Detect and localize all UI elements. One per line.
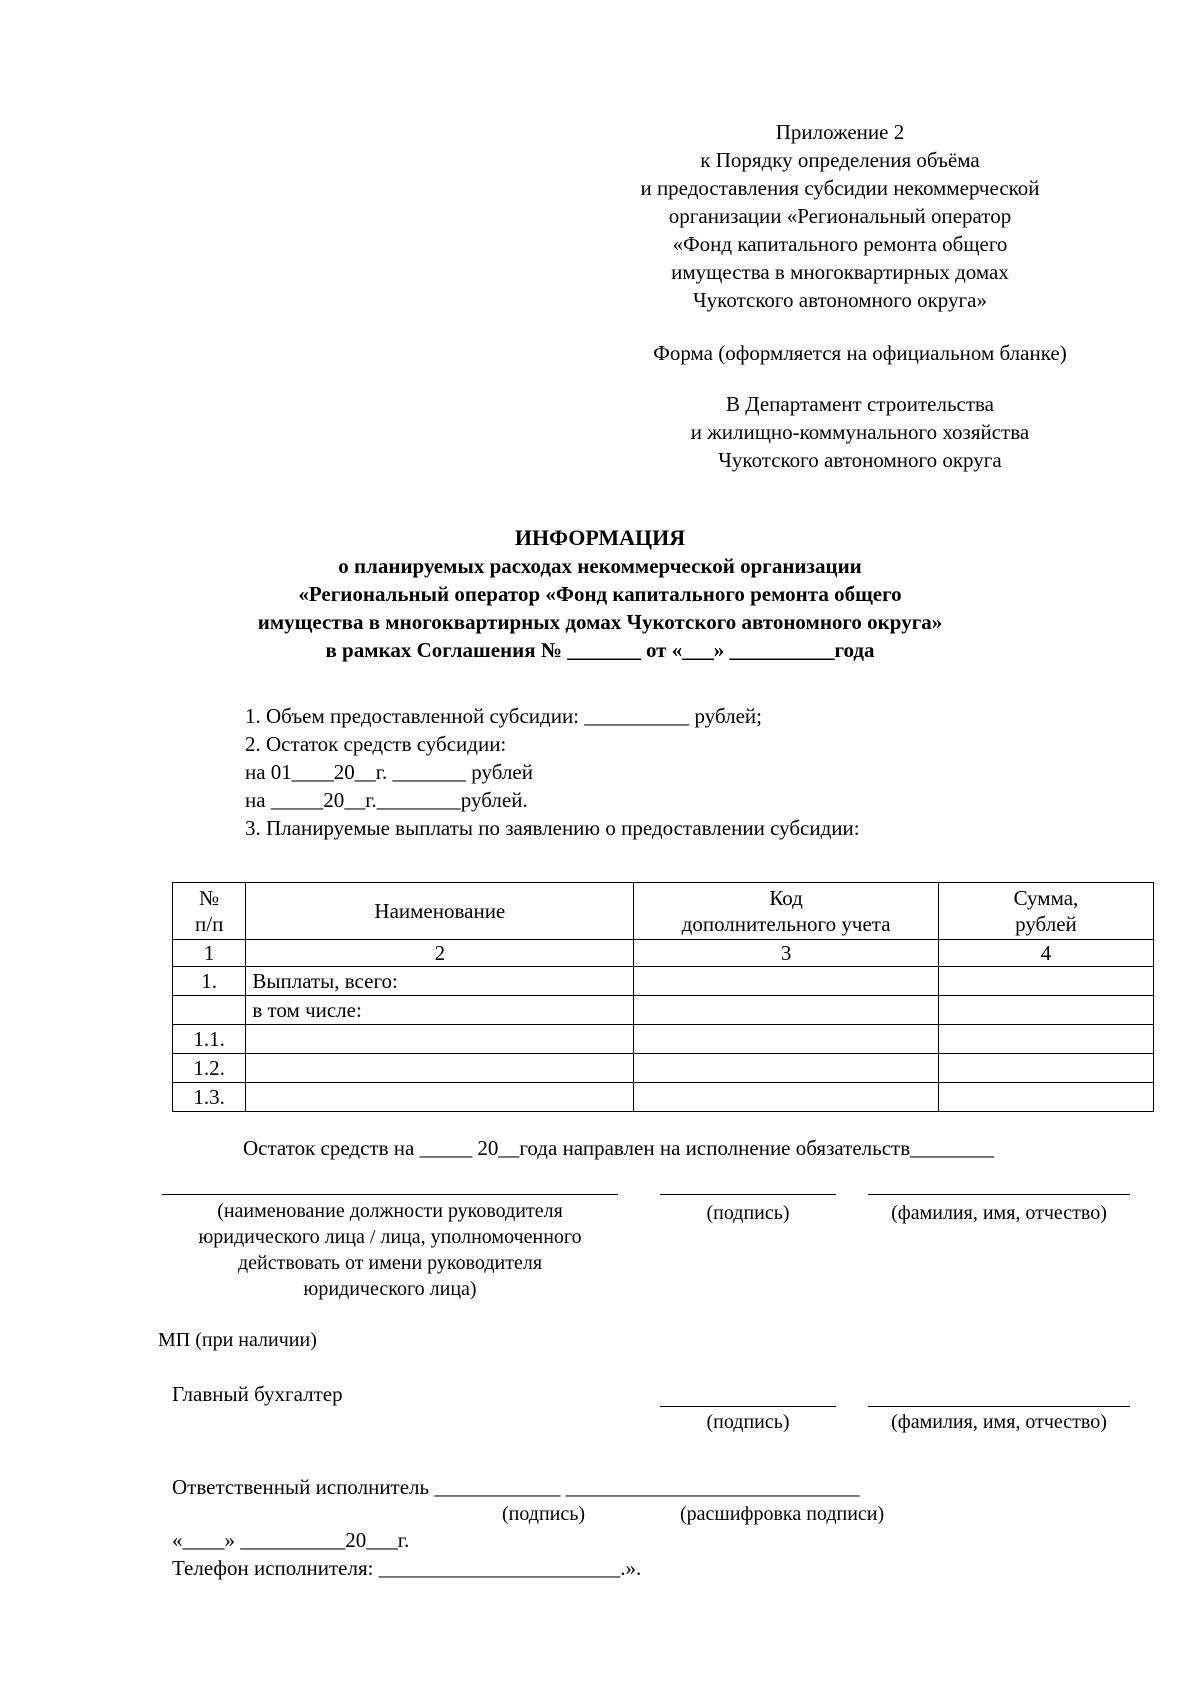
- row-no: 1.2.: [173, 1054, 246, 1083]
- row-no: [173, 996, 246, 1025]
- items-list: [245, 702, 860, 842]
- row-sum: [938, 967, 1153, 996]
- title-line: о планируемых расходах некоммерческой организации: [338, 554, 862, 578]
- column-number: 2: [246, 940, 634, 967]
- signature-line: [660, 1194, 836, 1195]
- date-line: «____» __________20___г.: [172, 1528, 410, 1552]
- appendix-header: [600, 118, 1080, 314]
- title-line: «Региональный оператор «Фонд капитального ремонта общего: [298, 582, 902, 606]
- document-title: [140, 524, 1060, 664]
- accountant-signature-caption: (подпись): [706, 1411, 790, 1433]
- executor-decoding-caption: (расшифровка подписи): [680, 1503, 885, 1525]
- column-numbers-row: [173, 940, 1154, 967]
- chief-accountant-label: Главный бухгалтер: [172, 1382, 343, 1406]
- item-planned-payments: 3. Планируемые выплаты по заявлению о предоставлении субсидии:: [245, 816, 860, 840]
- row-code: [634, 1083, 939, 1112]
- table-row: [173, 1083, 1154, 1112]
- accountant-fio-caption: (фамилия, имя, отчество): [891, 1411, 1107, 1433]
- title-heading: ИНФОРМАЦИЯ: [514, 525, 686, 550]
- row-code: [634, 967, 939, 996]
- table-row: [173, 996, 1154, 1025]
- form-note: Форма (оформляется на официальном бланке): [653, 341, 1067, 365]
- remainder-line: Остаток средств на _____ 20__года направлен на исполнение обязательств________: [243, 1136, 995, 1160]
- item-remainder: 2. Остаток средств субсидии:: [245, 732, 507, 756]
- column-number: 3: [634, 940, 939, 967]
- appendix-line: к Порядку определения объёма: [700, 148, 980, 172]
- title-line: имущества в многоквартирных домах Чукотского автономного округа»: [257, 610, 943, 634]
- stamp-label: МП (при наличии): [158, 1329, 317, 1351]
- row-code: [634, 1025, 939, 1054]
- accountant-fio-line: [868, 1406, 1130, 1407]
- appendix-line: имущества в многоквартирных домах: [671, 260, 1009, 284]
- row-name: Выплаты, всего:: [246, 967, 634, 996]
- fio-line: [868, 1194, 1130, 1195]
- table-row: [173, 1054, 1154, 1083]
- title-line: в рамках Соглашения № _______ от «___» __________года: [325, 638, 875, 662]
- column-number: 4: [938, 940, 1153, 967]
- row-name: [246, 1083, 634, 1112]
- appendix-line: и предоставления субсидии некоммерческой: [640, 176, 1040, 200]
- appendix-line: организации «Региональный оператор: [668, 204, 1012, 228]
- appendix-line: «Фонд капитального ремонта общего: [672, 232, 1008, 256]
- appendix-line: Приложение 2: [775, 120, 905, 144]
- executor-line: Ответственный исполнитель ____________ ____________________________: [172, 1475, 860, 1499]
- table-row: [173, 967, 1154, 996]
- fio-caption: (фамилия, имя, отчество): [891, 1202, 1107, 1224]
- table-row: [173, 1025, 1154, 1054]
- row-code: [634, 1054, 939, 1083]
- header-sum: Сумма, рублей: [938, 883, 1153, 940]
- item-remainder-date-1: на 01____20__г. _______ рублей: [245, 760, 533, 784]
- row-no: 1.1.: [173, 1025, 246, 1054]
- row-no: 1.: [173, 967, 246, 996]
- signature-caption: (подпись): [706, 1202, 790, 1224]
- addressee-block: [620, 390, 1100, 474]
- header-code: Код дополнительного учета: [634, 883, 939, 940]
- phone-line: Телефон исполнителя: _______________________.».: [172, 1556, 642, 1580]
- appendix-line: Чукотского автономного округа»: [693, 288, 987, 312]
- item-subsidy-volume: 1. Объем предоставленной субсидии: __________ рублей;: [245, 704, 763, 728]
- addressee-line: Чукотского автономного округа: [718, 448, 1002, 472]
- executor-signature-caption: (подпись): [502, 1503, 586, 1525]
- row-sum: [938, 996, 1153, 1025]
- row-sum: [938, 1083, 1153, 1112]
- row-name: [246, 1025, 634, 1054]
- column-number: 1: [173, 940, 246, 967]
- addressee-line: В Департамент строительства: [726, 392, 994, 416]
- header-no: № п/п: [173, 883, 246, 940]
- accountant-signature-line: [660, 1406, 836, 1407]
- payments-table: [172, 882, 1154, 1112]
- row-name: [246, 1054, 634, 1083]
- header-name: Наименование: [246, 883, 634, 940]
- row-sum: [938, 1025, 1153, 1054]
- table-header-row: [173, 883, 1154, 940]
- row-no: 1.3.: [173, 1083, 246, 1112]
- row-code: [634, 996, 939, 1025]
- head-position-caption: (наименование должности руководителя юридического лица / лица, уполномоченного действовать от имени руководителя юридического лица): [198, 1200, 582, 1300]
- item-remainder-date-2: на _____20__г.________рублей.: [245, 788, 528, 812]
- row-name: в том числе:: [246, 996, 634, 1025]
- row-sum: [938, 1054, 1153, 1083]
- position-line: [162, 1194, 618, 1195]
- addressee-line: и жилищно-коммунального хозяйства: [690, 420, 1030, 444]
